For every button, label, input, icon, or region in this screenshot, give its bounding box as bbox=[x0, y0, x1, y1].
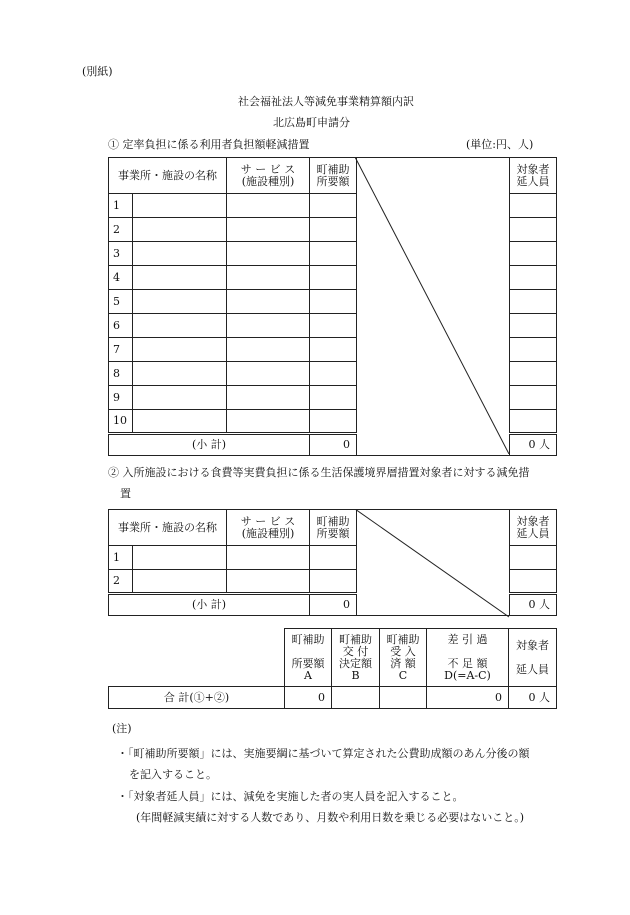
amount-cell[interactable] bbox=[310, 570, 357, 594]
diagonal-cell bbox=[357, 510, 510, 616]
note-2: ・「対象者延人員」には、減免を実施した者の実人員を記入すること。 bbox=[117, 790, 464, 803]
service-cell[interactable] bbox=[227, 218, 310, 242]
service-cell[interactable] bbox=[227, 410, 310, 434]
totals-label: 合 計(①+②) bbox=[109, 687, 285, 709]
totals-blank bbox=[109, 629, 285, 687]
name-cell[interactable] bbox=[133, 362, 227, 386]
people-cell[interactable] bbox=[510, 338, 557, 362]
totals-row bbox=[109, 687, 557, 709]
name-cell[interactable] bbox=[133, 410, 227, 434]
section2-heading: ② 入所施設における食費等実費負担に係る生活保護境界層措置対象者に対する減免措 bbox=[108, 466, 530, 479]
row-number: 4 bbox=[109, 266, 133, 290]
people-cell[interactable] bbox=[510, 410, 557, 434]
amount-cell[interactable] bbox=[310, 362, 357, 386]
total-e-value: 0 人 bbox=[509, 687, 557, 709]
amount-cell[interactable] bbox=[310, 266, 357, 290]
note-3: (年間軽減実績に対する人数であり、月数や利用日数を乗じる必要はないこと。) bbox=[136, 811, 525, 824]
document-title: 社会福祉法人等減免事業精算額内訳 bbox=[238, 95, 414, 108]
subtotal-people: 0 人 bbox=[510, 594, 557, 616]
name-cell[interactable] bbox=[133, 266, 227, 290]
col-people-header: 対象者 延人員 bbox=[510, 158, 557, 194]
subtotal-amount: 0 bbox=[310, 594, 357, 616]
totals-table bbox=[108, 628, 557, 709]
name-cell[interactable] bbox=[133, 386, 227, 410]
section1-heading: ① 定率負担に係る利用者負担額軽減措置 bbox=[108, 138, 310, 151]
row-number: 6 bbox=[109, 314, 133, 338]
amount-cell[interactable] bbox=[310, 314, 357, 338]
people-cell[interactable] bbox=[510, 266, 557, 290]
row-number: 1 bbox=[109, 546, 133, 570]
service-cell[interactable] bbox=[227, 362, 310, 386]
amount-cell[interactable] bbox=[310, 410, 357, 434]
col-name-header: 事業所・施設の名称 bbox=[109, 158, 227, 194]
amount-cell[interactable] bbox=[310, 194, 357, 218]
service-cell[interactable] bbox=[227, 290, 310, 314]
people-cell[interactable] bbox=[510, 314, 557, 338]
people-cell[interactable] bbox=[510, 386, 557, 410]
amount-cell[interactable] bbox=[310, 290, 357, 314]
name-cell[interactable] bbox=[133, 218, 227, 242]
document-subtitle: 北広島町申請分 bbox=[273, 116, 350, 129]
name-cell[interactable] bbox=[133, 338, 227, 362]
col-a-header: 町補助 所要額 A bbox=[285, 629, 332, 687]
col-service-header: サ ー ビ ス (施設種別) bbox=[227, 510, 310, 546]
total-a-value: 0 bbox=[285, 687, 332, 709]
row-number: 8 bbox=[109, 362, 133, 386]
service-cell[interactable] bbox=[227, 338, 310, 362]
row-number: 5 bbox=[109, 290, 133, 314]
col-town-header: 町補助 所要額 bbox=[310, 510, 357, 546]
col-name-header: 事業所・施設の名称 bbox=[109, 510, 227, 546]
section2-heading-cont: 置 bbox=[120, 487, 131, 500]
people-cell[interactable] bbox=[510, 290, 557, 314]
subtotal-label: (小 計) bbox=[109, 434, 310, 456]
name-cell[interactable] bbox=[133, 570, 227, 594]
unit-label: (単位:円、人) bbox=[466, 138, 534, 151]
row-number: 7 bbox=[109, 338, 133, 362]
people-cell[interactable] bbox=[510, 546, 557, 570]
amount-cell[interactable] bbox=[310, 242, 357, 266]
col-e-header: 対象者 延人員 bbox=[509, 629, 557, 687]
col-b-header: 町補助 交 付 決定額 B bbox=[332, 629, 380, 687]
col-service-header: サ ー ビ ス (施設種別) bbox=[227, 158, 310, 194]
people-cell[interactable] bbox=[510, 362, 557, 386]
name-cell[interactable] bbox=[133, 194, 227, 218]
col-c-header: 町補助 受 入 済 額 C bbox=[380, 629, 427, 687]
name-cell[interactable] bbox=[133, 314, 227, 338]
amount-cell[interactable] bbox=[310, 338, 357, 362]
total-d-value: 0 bbox=[427, 687, 509, 709]
service-cell[interactable] bbox=[227, 194, 310, 218]
section1-table bbox=[108, 157, 557, 456]
subtotal-amount: 0 bbox=[310, 434, 357, 456]
amount-cell[interactable] bbox=[310, 386, 357, 410]
people-cell[interactable] bbox=[510, 194, 557, 218]
name-cell[interactable] bbox=[133, 290, 227, 314]
people-cell[interactable] bbox=[510, 242, 557, 266]
service-cell[interactable] bbox=[227, 546, 310, 570]
diagonal-cell bbox=[357, 158, 510, 456]
amount-cell[interactable] bbox=[310, 546, 357, 570]
service-cell[interactable] bbox=[227, 570, 310, 594]
attachment-label: (別紙) bbox=[82, 65, 113, 78]
subtotal-label: (小 計) bbox=[109, 594, 310, 616]
total-b-value[interactable] bbox=[332, 687, 380, 709]
row-number: 2 bbox=[109, 218, 133, 242]
row-number: 1 bbox=[109, 194, 133, 218]
row-number: 10 bbox=[109, 410, 133, 434]
row-number: 2 bbox=[109, 570, 133, 594]
service-cell[interactable] bbox=[227, 314, 310, 338]
service-cell[interactable] bbox=[227, 266, 310, 290]
total-c-value[interactable] bbox=[380, 687, 427, 709]
row-number: 3 bbox=[109, 242, 133, 266]
name-cell[interactable] bbox=[133, 242, 227, 266]
note-1-cont: を記入すること。 bbox=[129, 768, 217, 781]
service-cell[interactable] bbox=[227, 386, 310, 410]
note-1: ・「町補助所要額」には、実施要綱に基づいて算定された公費助成額のあん分後の額 bbox=[117, 747, 530, 760]
row-number: 9 bbox=[109, 386, 133, 410]
service-cell[interactable] bbox=[227, 242, 310, 266]
name-cell[interactable] bbox=[133, 546, 227, 570]
notes-heading: (注) bbox=[112, 722, 132, 735]
col-town-header: 町補助 所要額 bbox=[310, 158, 357, 194]
subtotal-people: 0 人 bbox=[510, 434, 557, 456]
people-cell[interactable] bbox=[510, 570, 557, 594]
col-d-header: 差 引 過 不 足 額 D(=A-C) bbox=[427, 629, 509, 687]
section2-table bbox=[108, 509, 557, 616]
people-cell[interactable] bbox=[510, 218, 557, 242]
col-people-header: 対象者 延人員 bbox=[510, 510, 557, 546]
amount-cell[interactable] bbox=[310, 218, 357, 242]
